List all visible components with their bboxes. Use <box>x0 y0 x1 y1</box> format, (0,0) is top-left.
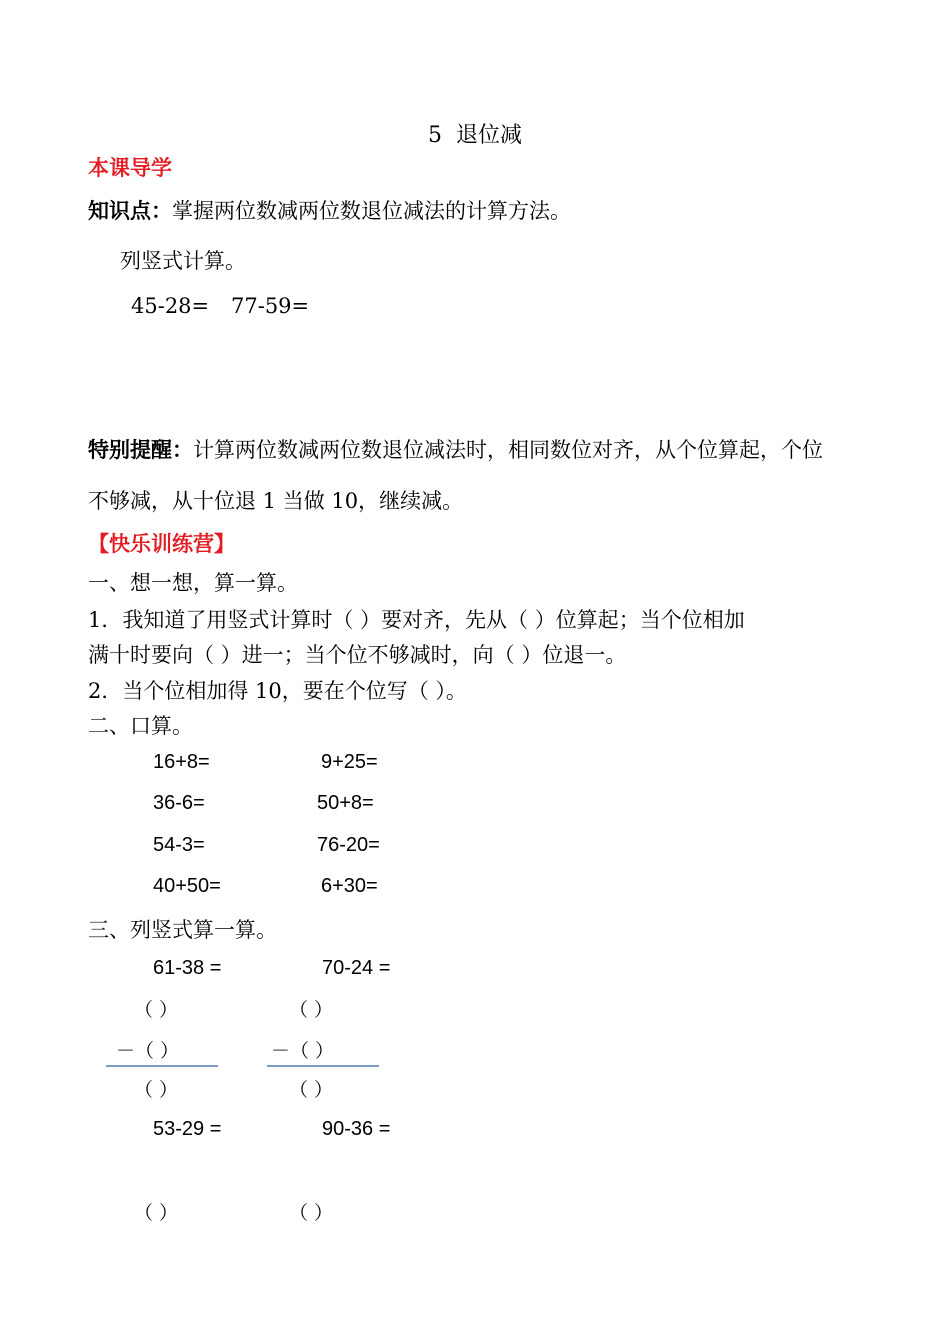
reminder-label: 特别提醒： <box>88 438 193 462</box>
knowledge-label: 知识点： <box>88 199 172 223</box>
mental-calc-left-2: 36-6= <box>153 792 205 814</box>
vertical-calc-1-expression: 61-38 = <box>153 957 222 979</box>
vertical-calc-1-minus-paren: －（ ） <box>116 1040 180 1062</box>
vertical-calc-1-top-paren: （ ） <box>134 999 179 1021</box>
mental-calc-right-4: 6+30= <box>321 875 378 897</box>
vertical-calc-2-result-paren: （ ） <box>289 1079 334 1101</box>
reminder-line-2: 不够减，从十位退 1 当做 10，继续减。 <box>88 489 464 513</box>
section-heading-training: 【快乐训练营】 <box>88 532 235 556</box>
mental-calc-left-1: 16+8= <box>153 751 210 773</box>
mental-calc-left-3: 54-3= <box>153 834 205 856</box>
vertical-calc-2-top-paren: （ ） <box>289 999 334 1021</box>
vertical-calc-4-top-paren: （ ） <box>289 1202 334 1224</box>
lesson-number: 5 <box>427 123 442 148</box>
part3-heading: 三、列竖式算一算。 <box>88 918 277 942</box>
knowledge-point <box>88 195 571 225</box>
vertical-calc-1-result-paren: （ ） <box>134 1079 179 1101</box>
vertical-calc-2-rule <box>267 1065 379 1067</box>
knowledge-text: 掌握两位数减两位数退位减法的计算方法。 <box>172 199 571 223</box>
lesson-title: 退位减 <box>455 123 522 148</box>
example-1: 45-28= <box>131 294 210 318</box>
reminder-text-1: 计算两位数减两位数退位减法时，相同数位对齐，从个位算起，个位 <box>193 438 823 462</box>
vertical-calc-3-expression: 53-29 = <box>153 1118 222 1140</box>
mental-calc-right-2: 50+8= <box>317 792 374 814</box>
instruction-text: 列竖式计算。 <box>120 249 246 273</box>
part1-q2: 2．当个位相加得 10，要在个位写（ ）。 <box>88 679 467 703</box>
vertical-calc-3-top-paren: （ ） <box>134 1202 179 1224</box>
page-title <box>0 118 950 149</box>
mental-calc-right-3: 76-20= <box>317 834 380 856</box>
part1-heading: 一、想一想，算一算。 <box>88 571 298 595</box>
part1-q1-line2: 满十时要向（ ）进一；当个位不够减时，向（ ）位退一。 <box>88 643 627 667</box>
vertical-calc-1-rule <box>106 1065 218 1067</box>
example-2: 77-59= <box>231 294 310 318</box>
part1-q1-line1: 1．我知道了用竖式计算时（ ）要对齐，先从（ ）位算起；当个位相加 <box>88 608 745 632</box>
section-heading-guide: 本课导学 <box>88 156 172 180</box>
part2-heading: 二、口算。 <box>88 714 193 738</box>
vertical-calc-2-minus-paren: －（ ） <box>271 1040 335 1062</box>
vertical-calc-4-expression: 90-36 = <box>322 1118 391 1140</box>
reminder-line-1 <box>88 434 823 464</box>
mental-calc-left-4: 40+50= <box>153 875 221 897</box>
vertical-calc-2-expression: 70-24 = <box>322 957 391 979</box>
mental-calc-right-1: 9+25= <box>321 751 378 773</box>
